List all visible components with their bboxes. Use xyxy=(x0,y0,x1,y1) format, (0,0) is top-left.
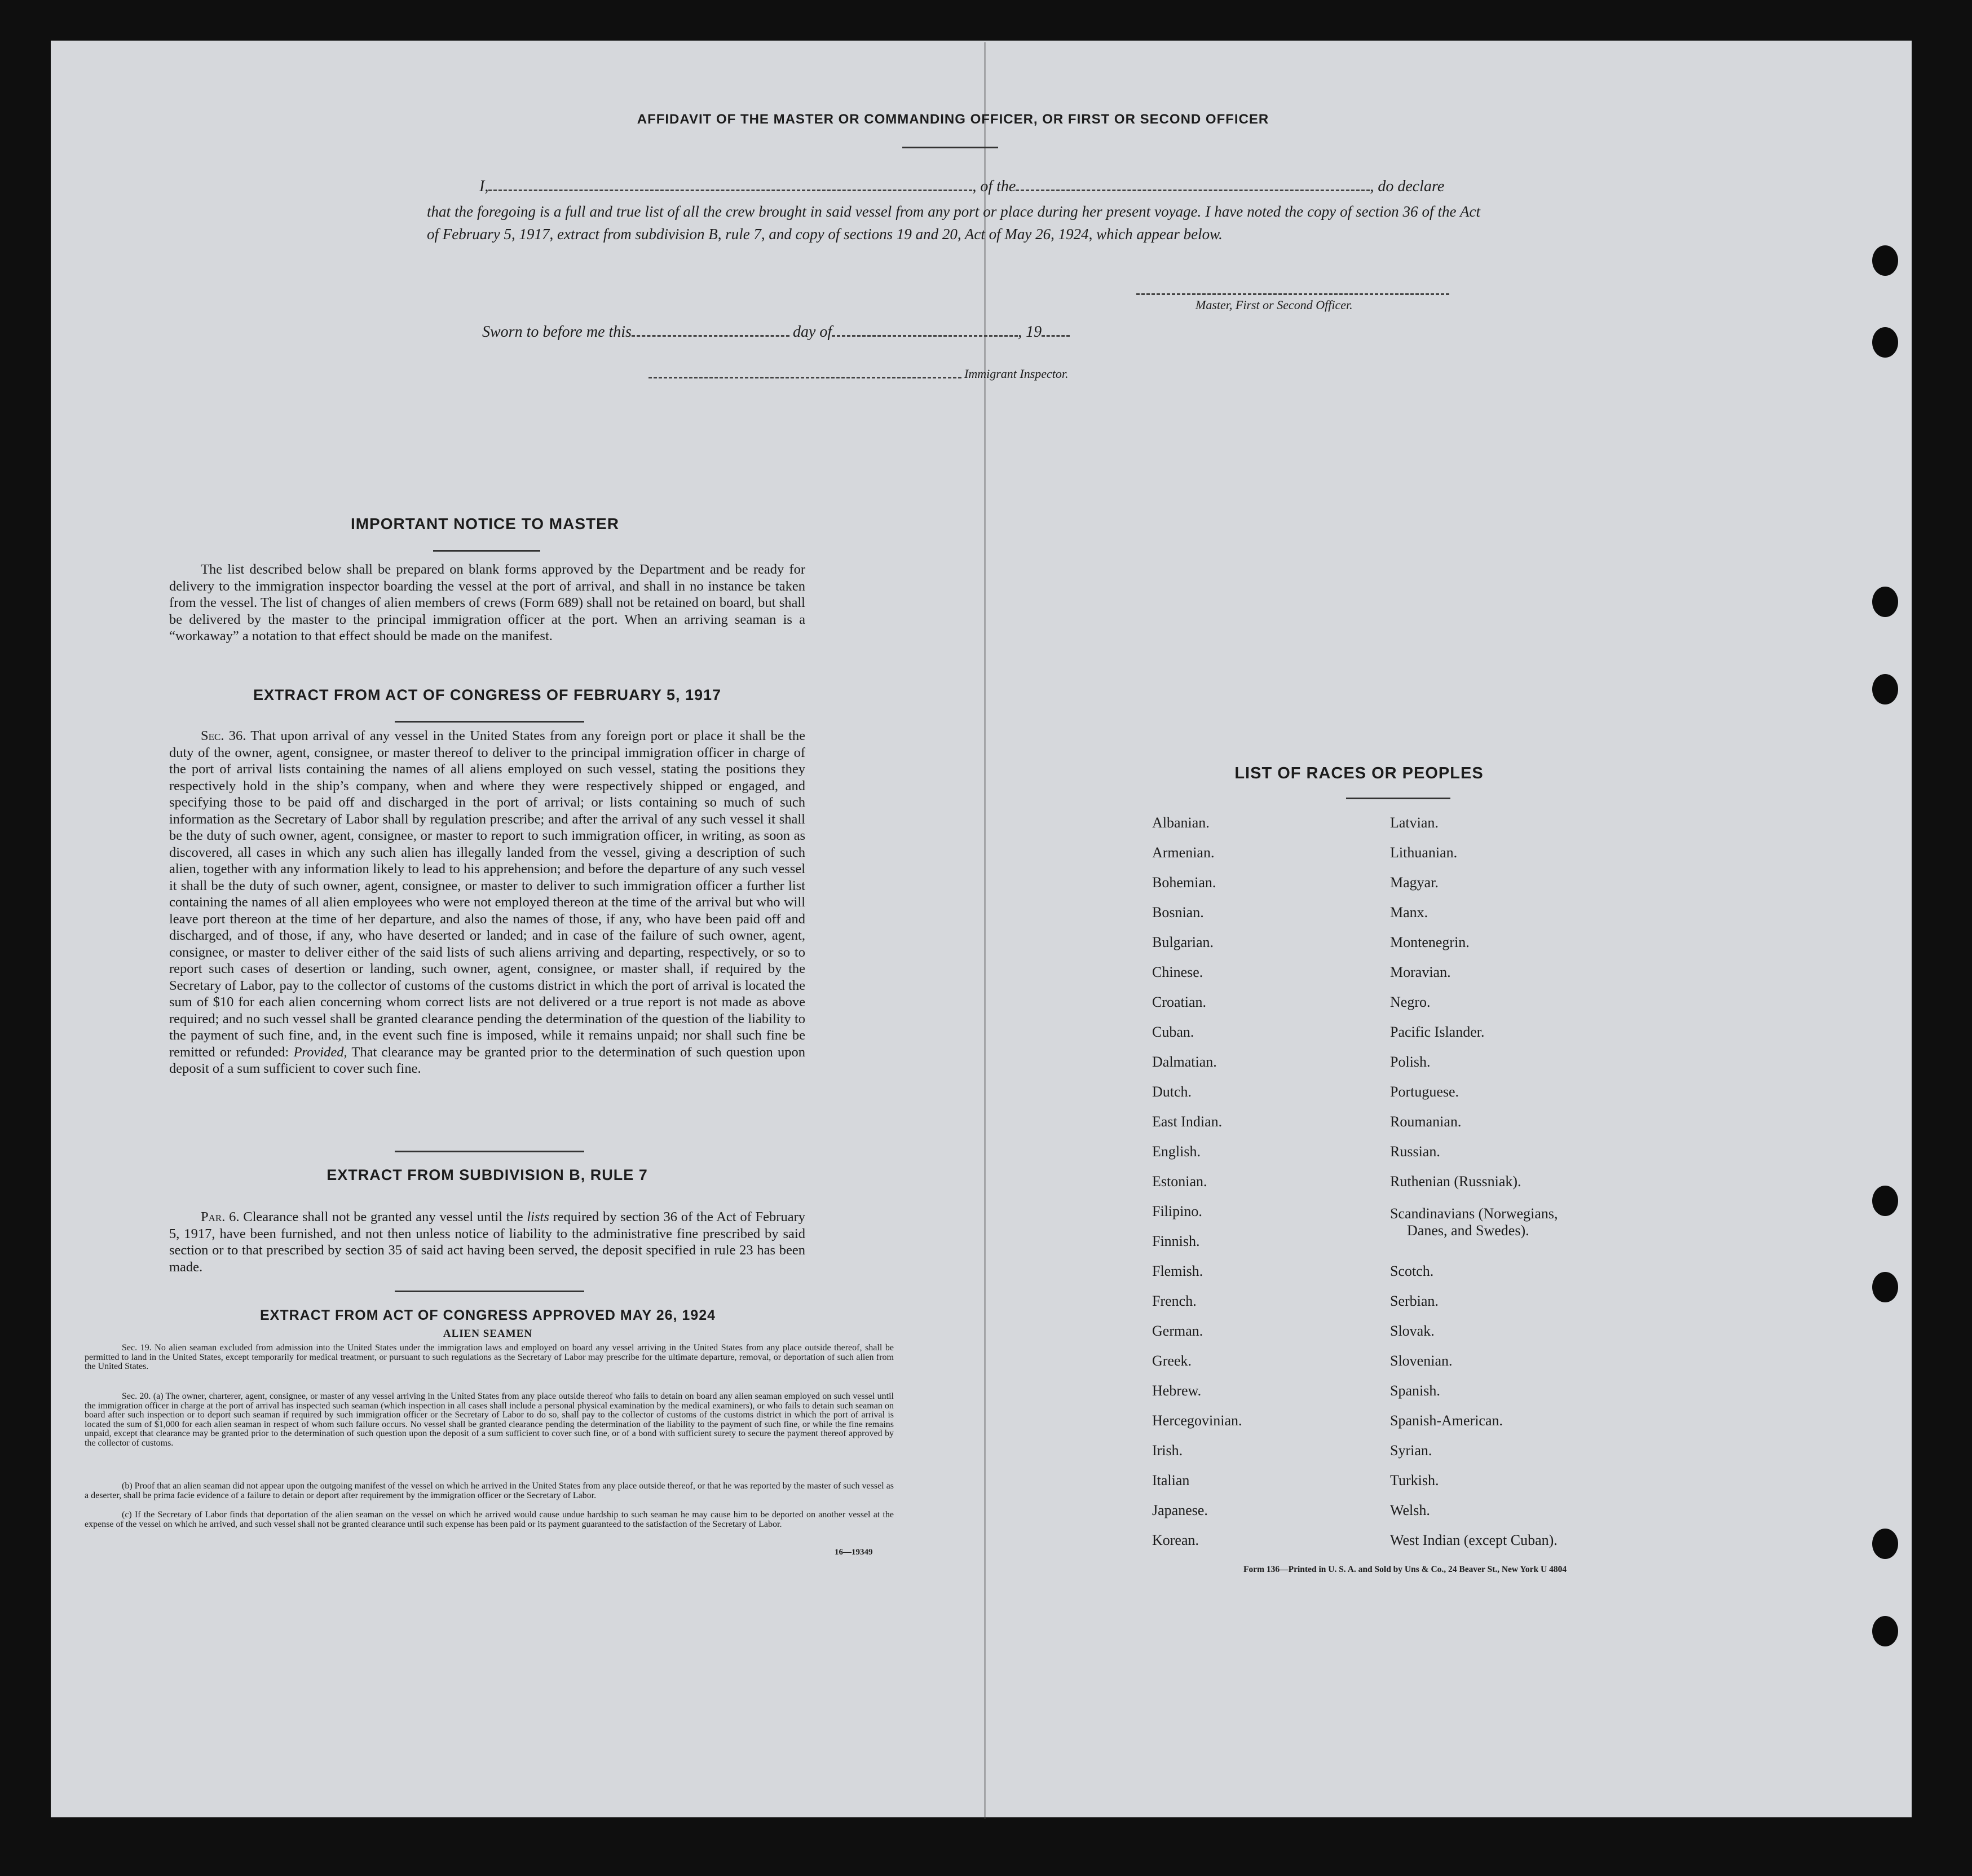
race-item: Hercegovinian. xyxy=(1152,1412,1242,1429)
divider xyxy=(902,147,998,148)
race-item: Magyar. xyxy=(1390,874,1439,891)
race-item: Estonian. xyxy=(1152,1173,1207,1190)
divider xyxy=(395,1151,584,1152)
race-item: Slovenian. xyxy=(1390,1353,1453,1369)
punch-hole xyxy=(1872,674,1898,704)
race-item: Danes, and Swedes). xyxy=(1407,1222,1529,1239)
race-item: French. xyxy=(1152,1293,1197,1309)
divider xyxy=(1346,798,1450,799)
act-1924-title: EXTRACT FROM ACT OF CONGRESS APPROVED MAY 26, 1924 xyxy=(259,1307,716,1323)
center-fold xyxy=(984,42,986,1819)
race-item: Spanish-American. xyxy=(1390,1412,1503,1429)
day-of-label: day of xyxy=(792,323,832,341)
inspector-label: Immigrant Inspector. xyxy=(964,367,1069,381)
race-item: Roumanian. xyxy=(1390,1113,1462,1130)
punch-hole xyxy=(1872,587,1898,617)
race-item: Bohemian. xyxy=(1152,874,1216,891)
sworn-label: Sworn to before me this xyxy=(482,323,632,341)
race-item: Chinese. xyxy=(1152,964,1203,980)
rule-7-title: EXTRACT FROM SUBDIVISION B, RULE 7 xyxy=(327,1166,648,1183)
affidavit-declaration: that the foregoing is a full and true list of all the crew brought in said vessel from any port or place during her present voyage. I have noted the copy of section 36 of the Act of February 5, 1917, extract from subdivision B, rule 7, and copy of sections 19 and 20, Act of May 26, 1924, which appear below. xyxy=(427,203,1480,243)
race-item: Pacific Islander. xyxy=(1390,1024,1485,1040)
race-item: East Indian. xyxy=(1152,1113,1223,1130)
sworn-month-field[interactable] xyxy=(832,320,1018,337)
race-item: Moravian. xyxy=(1390,964,1451,980)
sec-36-text: That upon arrival of any vessel in the United States from any foreign port or place it shall be the duty of the owner, agent, consignee, or master thereof to deliver to the principal immigration officer in charge of the port of arrival lists containing the names of all aliens employed on such vessel, stating the positions they respectively hold in the ship’s company, when and where they were respectively shipped or engaged, and specifying those to be paid off and discharged in the port of arrival; or lists containing so much of such information as the Secretary of Labor shall by regulation prescribe; and after the arrival of any such vessel it shall be the duty of such owner, agent, consignee, or master to report to such immigration officer, in writing, as soon as discovered, all cases in which any such alien has illegally landed from the vessel, giving a description of such alien, together with any information likely to lead to his apprehension; and before the departure of any such vessel it shall be the duty of such owner, agent, consignee, or master to deliver to such immigration officer a further list containing the names of all alien employees who were not employed thereon at the time of the arrival but who will leave port thereon at the time of her departure, and also the names of those, if any, who have been paid off and discharged, and of those, if any, who have deserted or landed; and in case of the failure of such owner, agent, consignee, or master to deliver either of the said lists of such aliens arriving and departing, respectively, or so to report such cases of desertion or landing, such owner, agent, consignee, or master shall, if required by the Secretary of Labor, pay to the collector of customs of the customs district in which the port of arrival is located the sum of $10 for each alien concerning whom correct lists are not delivered or a true report is not made as above required; and no such vessel shall be granted clearance pending the determination of the question of the liability to the payment of such fine, and, in the event such fine is imposed, while it remains unpaid; nor shall such fine be remitted or refunded: xyxy=(169,728,805,1060)
divider xyxy=(395,1291,584,1292)
par-6-label: Par. 6. xyxy=(201,1209,240,1225)
race-item: Spanish. xyxy=(1390,1382,1440,1399)
sworn-line xyxy=(482,320,1070,341)
inspector-signature-line[interactable] xyxy=(648,377,961,378)
divider xyxy=(395,721,584,723)
race-item: Ruthenian (Russniak). xyxy=(1390,1173,1521,1190)
affidavit-title: AFFIDAVIT OF THE MASTER OR COMMANDING OFFICER, OR FIRST OR SECOND OFFICER xyxy=(637,112,1269,127)
master-signature-label: Master, First or Second Officer. xyxy=(1195,298,1353,312)
race-item: Russian. xyxy=(1390,1143,1440,1160)
punch-hole xyxy=(1872,1529,1898,1559)
year-label: , 19 xyxy=(1018,323,1042,341)
race-item: German. xyxy=(1152,1323,1203,1339)
do-declare-label: , do declare xyxy=(1370,178,1445,195)
i-label: I, xyxy=(479,178,489,195)
race-item: Polish. xyxy=(1390,1054,1431,1070)
punch-hole xyxy=(1872,327,1898,358)
race-item: Croatian. xyxy=(1152,994,1207,1010)
race-item: Hebrew. xyxy=(1152,1382,1202,1399)
race-item: Italian xyxy=(1152,1472,1190,1489)
race-item: Filipino. xyxy=(1152,1203,1202,1219)
race-item: Bulgarian. xyxy=(1152,934,1214,950)
races-title: LIST OF RACES OR PEOPLES xyxy=(1234,764,1484,782)
master-name-field[interactable] xyxy=(488,175,972,191)
alien-seamen-subtitle: ALIEN SEAMEN xyxy=(443,1328,533,1340)
race-item: Scotch. xyxy=(1390,1263,1434,1279)
race-item: Dalmatian. xyxy=(1152,1054,1217,1070)
race-item: Slovak. xyxy=(1390,1323,1435,1339)
race-item: Finnish. xyxy=(1152,1233,1200,1249)
race-item: Armenian. xyxy=(1152,844,1215,861)
sworn-year-field[interactable] xyxy=(1042,320,1070,337)
race-item: Welsh. xyxy=(1390,1502,1430,1518)
punch-hole xyxy=(1872,245,1898,276)
sworn-day-field[interactable] xyxy=(632,320,789,337)
race-item: Scandinavians (Norwegians, xyxy=(1390,1205,1558,1222)
sec-36-proviso: That clearance may be granted prior to the determination of such question upon deposit of a sum sufficient to cover such fine. xyxy=(169,1044,806,1076)
race-item: Lithuanian. xyxy=(1390,844,1458,861)
race-item: Dutch. xyxy=(1152,1084,1192,1100)
printer-imprint: Form 136—Printed in U. S. A. and Sold by Uns & Co., 24 Beaver St., New York U 4804 xyxy=(1243,1565,1567,1574)
race-item: Bosnian. xyxy=(1152,904,1204,921)
race-item: Syrian. xyxy=(1390,1442,1432,1459)
race-item: Flemish. xyxy=(1152,1263,1203,1279)
rule-7-body xyxy=(169,1209,805,1275)
notice-title: IMPORTANT NOTICE TO MASTER xyxy=(350,515,620,532)
race-item: Manx. xyxy=(1390,904,1428,921)
race-item: Irish. xyxy=(1152,1442,1183,1459)
race-item: Greek. xyxy=(1152,1353,1192,1369)
race-item: Latvian. xyxy=(1390,814,1439,831)
master-signature-line[interactable] xyxy=(1136,293,1449,295)
sec-36-label: Sec. 36. xyxy=(201,728,246,743)
race-item: Serbian. xyxy=(1390,1293,1439,1309)
par-6-text-b: required by section 36 of the Act of February 5, 1917, have been furnished, and not then unless notice of liability to the administrative fine prescribed by said section or to that prescribed by section 35 of said act having been served, the deposit specified in rule 23 has been made. xyxy=(169,1209,805,1275)
race-item: English. xyxy=(1152,1143,1201,1160)
race-item: Korean. xyxy=(1152,1532,1199,1548)
race-item: Montenegrin. xyxy=(1390,934,1470,950)
sec-20a-text: Sec. 20. (a) The owner, charterer, agent, consignee, or master of any vessel arriving in the United States from any place outside thereof who fails to detain on board any alien seaman employed on such vessel until the immigration officer in charge at the port of arrival has inspected such seaman (which inspection in all cases shall include a personal physical examination by the medical examiners), or who fails to detain such seaman on board after such inspection or to deport such seaman if required by such immigration officer or the Secretary of Labor to do so, shall pay to the collector of customs of the customs district in which the port of arrival is located the sum of $1,000 for each alien seaman in respect of whom such failure occurs. No vessel shall be granted clearance pending the determination of the liability to the payment of such fine, or while the fine remains unpaid, except that clearance may be granted prior to the determination of such question upon the deposit of a sum sufficient to cover such fine, or of a bond with sufficient surety to secure the payment thereof approved by the collector of customs. xyxy=(85,1391,894,1448)
lists-term: lists xyxy=(527,1209,549,1225)
notice-body: The list described below shall be prepared on blank forms approved by the Department and be ready for delivery to the immigration inspector boarding the vessel at the port of arrival, and shall in no instance be taken from the vessel. The list of changes of alien members of crews (Form 689) shall not be retained on board, but shall be delivered by the master to the principal immigration officer at the port. When an arriving seaman is a “workaway” a notation to that effect should be made on the manifest. xyxy=(169,562,805,644)
race-item: Turkish. xyxy=(1390,1472,1439,1489)
vessel-name-field[interactable] xyxy=(1016,175,1370,191)
punch-hole xyxy=(1872,1616,1898,1646)
act-1917-title: EXTRACT FROM ACT OF CONGRESS OF FEBRUARY 5, 1917 xyxy=(253,686,722,703)
race-item: Negro. xyxy=(1390,994,1431,1010)
race-item: Japanese. xyxy=(1152,1502,1208,1518)
act-1917-body xyxy=(169,728,805,1077)
sec-19-text: Sec. 19. No alien seaman excluded from admission into the United States under the immigration laws and employed on board any vessel arriving in the United States from any place outside thereof, shall be permitted to land in the United States, except temporarily for medical treatment, or pursuant to such regulations as the Secretary of Labor may prescribe for the ultimate departure, removal, or deportation of such alien from the United States. xyxy=(85,1343,894,1372)
race-item: Cuban. xyxy=(1152,1024,1194,1040)
punch-hole xyxy=(1872,1272,1898,1302)
divider xyxy=(433,550,540,552)
provided-term: Provided, xyxy=(293,1044,347,1060)
race-item: Albanian. xyxy=(1152,814,1210,831)
race-item: Portuguese. xyxy=(1390,1084,1459,1100)
affidavit-i-line xyxy=(479,175,1480,196)
par-6-text-a: Clearance shall not be granted any vessel until the xyxy=(243,1209,523,1225)
race-item: West Indian (except Cuban). xyxy=(1390,1532,1558,1548)
sec-20b-text: (b) Proof that an alien seaman did not appear upon the outgoing manifest of the vessel on which he arrived in the United States from any place outside thereof, or that he was reported by the master of such vessel as a deserter, shall be prima facie evidence of a failure to detain or deport after requirement by the immigration officer or the Secretary of Labor. xyxy=(85,1481,894,1500)
form-code: 16—19349 xyxy=(835,1548,873,1557)
sec-20c-text: (c) If the Secretary of Labor finds that deportation of the alien seaman on the vessel on which he arrived would cause undue hardship to such seaman he may cause him to be deported on another vessel at the expense of the vessel on which he arrived, and such vessel shall not be granted clearance until such expense has been paid or its payment guaranteed to the satisfaction of the Secretary of Labor. xyxy=(85,1510,894,1529)
punch-hole xyxy=(1872,1186,1898,1216)
of-the-label: , of the xyxy=(972,178,1016,195)
